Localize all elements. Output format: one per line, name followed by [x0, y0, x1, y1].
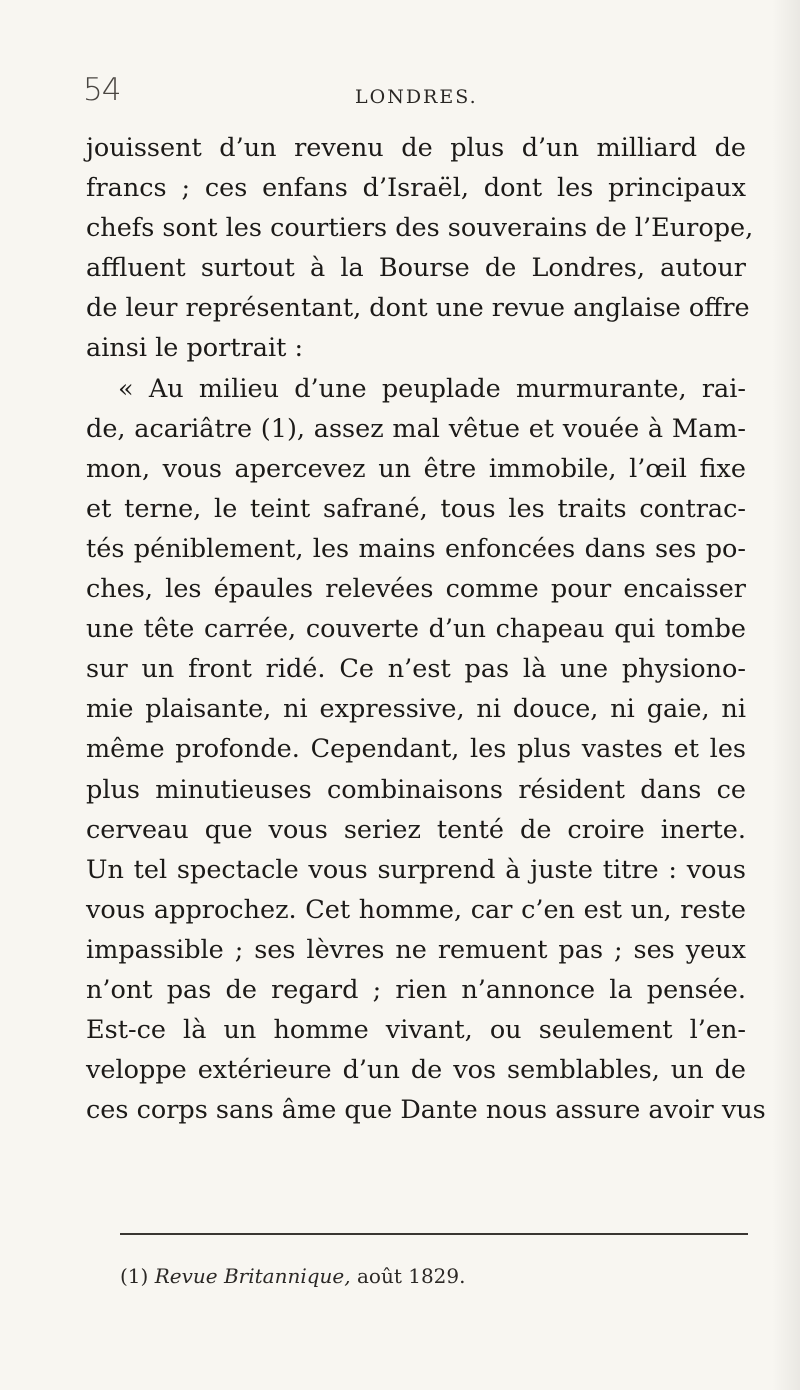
text-line: mie plaisante, ni expressive, ni douce, ni gaie, ni [86, 694, 746, 725]
page-edge-shadow [772, 0, 800, 1390]
text-line: une tête carrée, couverte d’un chapeau qui tombe [86, 614, 746, 645]
text-line: mon, vous apercevez un être immobile, l’œil fixe [86, 453, 746, 484]
footnote [120, 1264, 465, 1288]
text-line: affluent surtout à la Bourse de Londres, autour [86, 253, 746, 284]
page-header [0, 72, 800, 112]
text-line: n’ont pas de regard ; rien n’annonce la pensée. [86, 974, 746, 1005]
text-line: plus minutieuses combinaisons résident dans ce [86, 774, 746, 805]
text-line: de leur représentant, dont une revue anglaise offre [86, 293, 750, 324]
text-line: Un tel spectacle vous surprend à juste titre : vous [86, 854, 746, 885]
page-number: 54 [83, 72, 121, 108]
text-line: ces corps sans âme que Dante nous assure avoir vus [86, 1095, 766, 1126]
text-line: sur un front ridé. Ce n’est pas là une physiono- [86, 654, 746, 685]
running-head: LONDRES. [355, 86, 478, 108]
text-line: ches, les épaules relevées comme pour encaisser [86, 574, 746, 605]
text-line: « Au milieu d’une peuplade murmurante, rai- [118, 373, 746, 404]
footnote-divider [120, 1233, 748, 1235]
text-line: impassible ; ses lèvres ne remuent pas ; ses yeux [86, 934, 746, 965]
text-line: de, acariâtre (1), assez mal vêtue et vouée à Mam- [86, 413, 746, 444]
footnote-marker: (1) [120, 1264, 149, 1288]
text-line: et terne, le teint safrané, tous les traits contrac- [86, 493, 746, 524]
body-text [86, 128, 766, 1130]
text-line: jouissent d’un revenu de plus d’un milliard de [86, 133, 746, 163]
footnote-source-title: Revue Britannique, [154, 1264, 351, 1288]
footnote-date: août 1829. [356, 1264, 466, 1288]
text-line: tés péniblement, les mains enfoncées dans ses po- [86, 533, 746, 564]
text-line: ainsi le portrait : [86, 333, 304, 364]
text-line: Est-ce là un homme vivant, ou seulement l’en- [86, 1015, 746, 1046]
text-line: même profonde. Cependant, les plus vastes et les [86, 734, 746, 765]
text-line: vous approchez. Cet homme, car c’en est un, reste [86, 894, 746, 925]
text-line: chefs sont les courtiers des souverains de l’Europe, [86, 213, 754, 244]
text-line: veloppe extérieure d’un de vos semblables, un de [86, 1055, 746, 1086]
text-line: cerveau que vous seriez tenté de croire inerte. [86, 814, 746, 845]
text-line: francs ; ces enfans d’Israël, dont les principaux [86, 173, 746, 204]
